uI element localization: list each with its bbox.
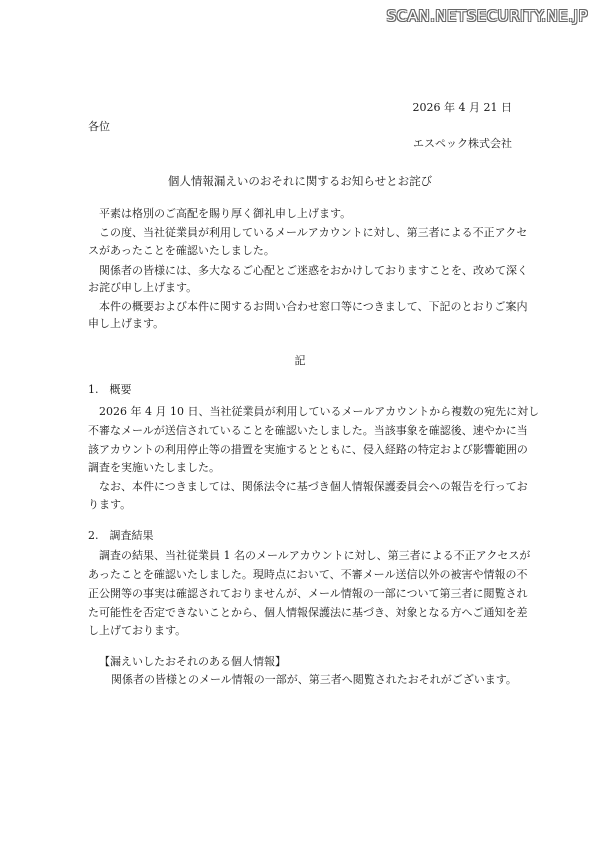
section-1-line: 2026 年 4 月 10 日、当社従業員が利用しているメールアカウントから複数の宛先に対し: [99, 405, 540, 418]
section-2-line: 調査の結果、当社従業員 1 名のメールアカウントに対し、第三者による不正アクセスが: [99, 549, 531, 562]
section-1-line: 該アカウントの利用停止等の措置を実施するとともに、侵入経路の特定および影響範囲の: [88, 443, 528, 456]
intro-line: 申し上げます。: [88, 317, 165, 330]
intro-line: 平素は格別のご高配を賜り厚く御礼申し上げます。: [99, 207, 352, 220]
section-2-line: た可能性を否定できないことから、個人情報保護法に基づき、対象となる方へご通知を差: [88, 606, 528, 619]
company-name: エスペック株式会社: [413, 137, 512, 150]
intro-line: この度、当社従業員が利用しているメールアカウントに対し、第三者による不正アクセ: [99, 226, 528, 239]
section-1-line: 不審なメールが送信されていることを確認いたしました。当該事象を確認後、速やかに当: [88, 424, 528, 437]
watermark: SCAN.NETSECURITY.NE.JP: [386, 7, 588, 25]
section-2-line: し上げております。: [88, 624, 187, 637]
section-2-line: あったことを確認いたしました。現時点において、不審メール送信以外の被害や情報の不: [88, 568, 528, 581]
document-title: 個人情報漏えいのおそれに関するお知らせとお詫び: [167, 174, 433, 188]
addressee: 各位: [88, 120, 110, 133]
section-2-heading: 2. 調査結果: [88, 529, 154, 542]
section-1-line: ります。: [88, 498, 132, 511]
intro-line: スがあったことを確認いたしました。: [88, 244, 275, 257]
intro-line: 本件の概要および本件に関するお問い合わせ窓口等につきまして、下記のとおりご案内: [99, 300, 528, 313]
document-date: 2026 年 4 月 21 日: [412, 101, 512, 114]
intro-line: お詫び申し上げます。: [88, 281, 198, 294]
leak-line: 関係者の皆様とのメール情報の一部が、第三者へ閲覧されたおそれがございます。: [111, 673, 517, 686]
ki-marker: 記: [294, 354, 306, 367]
section-2-line: 正公開等の事実は確認されておりませんが、メール情報の一部について第三者に閲覧され: [88, 587, 528, 600]
intro-line: 関係者の皆様には、多大なるご心配とご迷惑をおかけしておりますことを、改めて深く: [99, 264, 528, 277]
leak-heading: 【漏えいしたおそれのある個人情報】: [99, 655, 286, 668]
section-1-line: 調査を実施いたしました。: [88, 461, 220, 474]
section-1-line: なお、本件につきましては、関係法令に基づき個人情報保護委員会への報告を行ってお: [99, 480, 528, 493]
section-1-heading: 1. 概要: [88, 383, 132, 396]
